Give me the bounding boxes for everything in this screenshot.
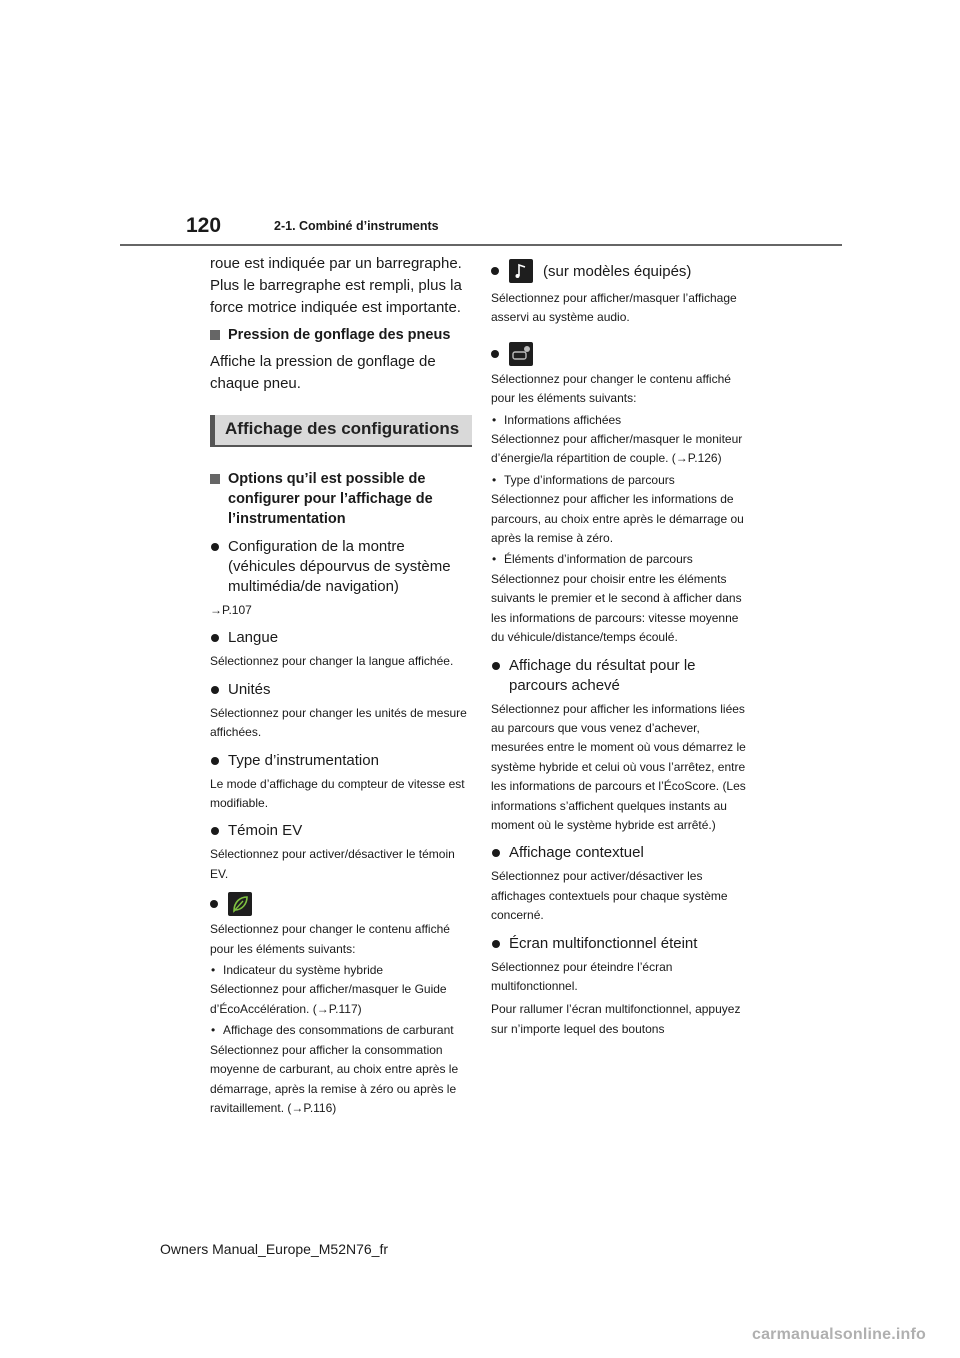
page-number: 120 <box>186 214 222 237</box>
eco-sub1-text: Sélectionnez pour afficher/masquer le Guide d’ÉcoAccélération. (→P.117) <box>210 982 447 1016</box>
popup-title: Affichage contextuel <box>509 844 644 862</box>
vehicle-info-icon <box>509 342 533 366</box>
section-title: 2-1. Combiné d’instruments <box>274 219 439 233</box>
bullet-icon <box>211 543 219 551</box>
units-item <box>210 680 472 700</box>
audio-text: Sélectionnez pour afficher/masquer l’affichage asservi au système audio. <box>491 291 737 325</box>
pressure-heading-text: Pression de gonflage des pneus <box>228 327 451 343</box>
pressure-heading <box>210 325 472 345</box>
intro-text: roue est indiquée par un barregraphe. Plus le barregraphe est rempli, plus la force motrice indiquée est importante. <box>210 255 462 316</box>
eco-sub2-text: Sélectionnez pour afficher la consommation moyenne de carburant, au choix entre après le démarrage, après la remise à zéro ou après le ravitaillement. (→P.116) <box>210 1042 459 1115</box>
audio-item <box>491 259 751 283</box>
lang-title: Langue <box>228 629 279 647</box>
bullet-icon <box>211 634 219 642</box>
result-text: Sélectionnez pour afficher les informations liées au parcours que vous venez d’achever, mesurées entre le moment où vous démarrez le système hybride et celui où vous l’arrêtez, entre les informations de parcours et l’ÉcoScore. (Les informations s’affichent quelques instants au moment où le système hybride est arrêté.) <box>491 701 746 832</box>
leaf-icon <box>228 892 252 916</box>
off-item <box>491 934 751 954</box>
music-note-icon <box>509 259 533 283</box>
info-sub1: • Informations affichées <box>492 412 622 427</box>
popup-text: Sélectionnez pour activer/désactiver les affichages contextuels pour chaque système concerné. <box>491 869 728 923</box>
off-text2: Pour rallumer l’écran multifonctionnel, appuyez sur n’importe lequel des boutons <box>491 1002 741 1036</box>
off-title: Écran multifonctionnel éteint <box>509 934 698 952</box>
eco-sub2: • Affichage des consommations de carburant <box>211 1023 454 1038</box>
bullet-icon <box>492 940 500 948</box>
eco-sub1: • Indicateur du système hybride <box>211 963 384 978</box>
bullet-icon <box>492 662 500 670</box>
bullet-icon <box>492 849 500 857</box>
popup-item <box>491 843 751 863</box>
left-column <box>210 253 472 1118</box>
bullet-icon <box>210 900 218 908</box>
info-sub3: • Éléments d’information de parcours <box>492 552 693 567</box>
info-sub2: • Type d’informations de parcours <box>492 472 675 487</box>
options-heading-text: Options qu’il est possible de configurer pour l’affichage de l’instrumentation <box>228 471 433 527</box>
footer: Owners Manual_Europe_M52N76_fr <box>160 1241 389 1257</box>
ev-text: Sélectionnez pour activer/désactiver le témoin EV. <box>210 847 455 881</box>
square-bullet-icon <box>210 474 220 484</box>
type-text: Le mode d’affichage du compteur de vitesse est modifiable. <box>210 776 465 811</box>
bullet-icon <box>491 267 499 275</box>
ev-item <box>210 821 472 841</box>
result-item <box>491 656 751 696</box>
info-sub2-title: Type d’informations de parcours <box>504 472 675 487</box>
info-sub1-title: Informations affichées <box>504 412 622 427</box>
info-sub1-text: Sélectionnez pour afficher/masquer le moniteur d’énergie/la répartition de couple. (→P.126) <box>491 432 743 466</box>
off-text: Sélectionnez pour éteindre l’écran multifonctionnel. <box>491 959 673 993</box>
info-text: Sélectionnez pour changer le contenu affiché pour les éléments suivants: <box>491 371 731 406</box>
lang-text: Sélectionnez pour changer la langue affichée. <box>210 654 454 669</box>
bullet-icon <box>211 827 219 835</box>
audio-title: (sur modèles équipés) <box>543 262 692 280</box>
eco-sub1-title: Indicateur du système hybride <box>223 963 384 978</box>
type-item <box>210 751 472 771</box>
right-column <box>491 253 751 1039</box>
info-sub3-title: Éléments d’information de parcours <box>504 552 693 567</box>
eco-text: Sélectionnez pour changer le contenu affiché pour les éléments suivants: <box>210 922 450 956</box>
eco-sub2-title: Affichage des consommations de carburant <box>223 1023 454 1038</box>
clock-ref: →P.107 <box>210 603 252 617</box>
result-title: Affichage du résultat pour le parcours achevé <box>509 656 696 694</box>
config-title: Affichage des configurations <box>225 419 460 438</box>
units-text: Sélectionnez pour changer les unités de mesure affichées. <box>210 705 467 740</box>
type-title: Type d’instrumentation <box>228 751 379 769</box>
clock-title: Configuration de la montre (véhicules dépourvus de système multimédia/de navigation) <box>228 538 451 595</box>
ev-title: Témoin EV <box>228 822 303 840</box>
clock-item <box>210 537 472 597</box>
bullet-icon <box>211 757 219 765</box>
options-heading <box>210 469 472 529</box>
info-sub2-text: Sélectionnez pour afficher les informations de parcours, au choix entre après le démarrage ou après la remise à zéro. <box>491 492 744 546</box>
square-bullet-icon <box>210 330 220 340</box>
config-section-header <box>210 415 472 447</box>
bullet-icon <box>491 350 499 358</box>
lang-item <box>210 628 472 648</box>
watermark: carmanualsonline.info <box>751 1326 926 1343</box>
header-rule <box>120 244 842 246</box>
units-title: Unités <box>228 680 271 698</box>
info-sub3-text: Sélectionnez pour choisir entre les éléments suivants le premier et le second à afficher dans les informations de parcours: vitesse moyenne du véhicule/distance/temps écoulé. <box>491 571 742 645</box>
info-item <box>491 342 751 366</box>
eco-item <box>210 892 472 916</box>
pressure-text: Affiche la pression de gonflage de chaque pneu. <box>210 353 436 392</box>
bullet-icon <box>211 686 219 694</box>
